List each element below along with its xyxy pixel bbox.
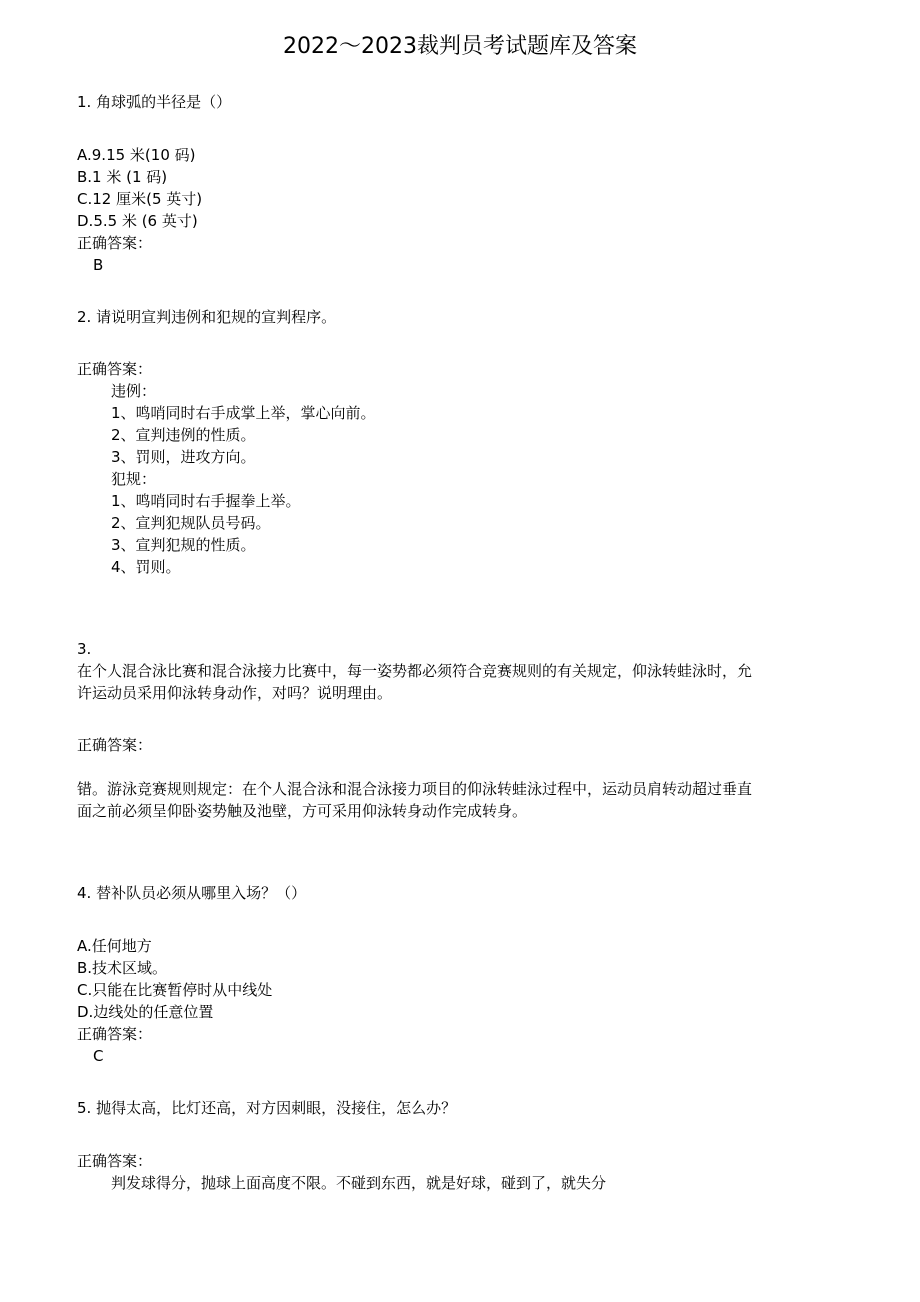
- question-stem-line: 在个人混合泳比赛和混合泳接力比赛中，每一姿势都必须符合竞赛规则的有关规定，仰泳转蛙泳时，允: [77, 662, 753, 680]
- question-stem: 2. 请说明宣判违例和犯规的宣判程序。: [77, 308, 337, 326]
- answer-line: 2、宣判违例的性质。: [111, 426, 256, 444]
- answer-line: 2、宣判犯规队员号码。: [111, 514, 271, 532]
- option-a: A.任何地方: [77, 937, 152, 955]
- answer-line: 犯规：: [111, 470, 157, 488]
- answer-label: 正确答案：: [77, 736, 153, 754]
- answer-value: B: [93, 256, 104, 274]
- answer-line: 判发球得分，抛球上面高度不限。不碰到东西，就是好球，碰到了，就失分: [111, 1174, 607, 1192]
- answer-line: 4、罚则。: [111, 558, 181, 576]
- option-b: B.1 米 (1 码): [77, 168, 168, 186]
- question-stem: 1. 角球弧的半径是（）: [77, 93, 232, 111]
- option-c: C.只能在比赛暂停时从中线处: [77, 981, 273, 999]
- answer-line: 3、罚则，进攻方向。: [111, 448, 256, 466]
- answer-line: 错。游泳竞赛规则规定：在个人混合泳和混合泳接力项目的仰泳转蛙泳过程中，运动员肩转动超过垂直: [77, 780, 753, 798]
- document-title: 2022～2023裁判员考试题库及答案: [283, 34, 637, 59]
- answer-value: C: [93, 1047, 104, 1065]
- option-d: D.边线处的任意位置: [77, 1003, 214, 1021]
- answer-label: 正确答案：: [77, 360, 153, 378]
- answer-label: 正确答案：: [77, 234, 153, 252]
- question-stem-line: 许运动员采用仰泳转身动作，对吗？说明理由。: [77, 684, 393, 702]
- question-stem: 5. 抛得太高，比灯还高，对方因刺眼，没接住，怎么办？: [77, 1099, 457, 1117]
- answer-line: 1、鸣哨同时右手握拳上举。: [111, 492, 301, 510]
- option-a: A.9.15 米(10 码): [77, 146, 196, 164]
- option-c: C.12 厘米(5 英寸): [77, 190, 203, 208]
- answer-label: 正确答案：: [77, 1152, 153, 1170]
- answer-label: 正确答案：: [77, 1025, 153, 1043]
- question-stem: 4. 替补队员必须从哪里入场？（）: [77, 884, 307, 902]
- option-d: D.5.5 米 (6 英寸): [77, 212, 198, 230]
- answer-line: 3、宣判犯规的性质。: [111, 536, 256, 554]
- option-b: B.技术区域。: [77, 959, 168, 977]
- answer-line: 1、鸣哨同时右手成掌上举，掌心向前。: [111, 404, 376, 422]
- answer-line: 面之前必须呈仰卧姿势触及池壁，方可采用仰泳转身动作完成转身。: [77, 802, 528, 820]
- question-number: 3.: [77, 640, 92, 658]
- answer-line: 违例：: [111, 382, 157, 400]
